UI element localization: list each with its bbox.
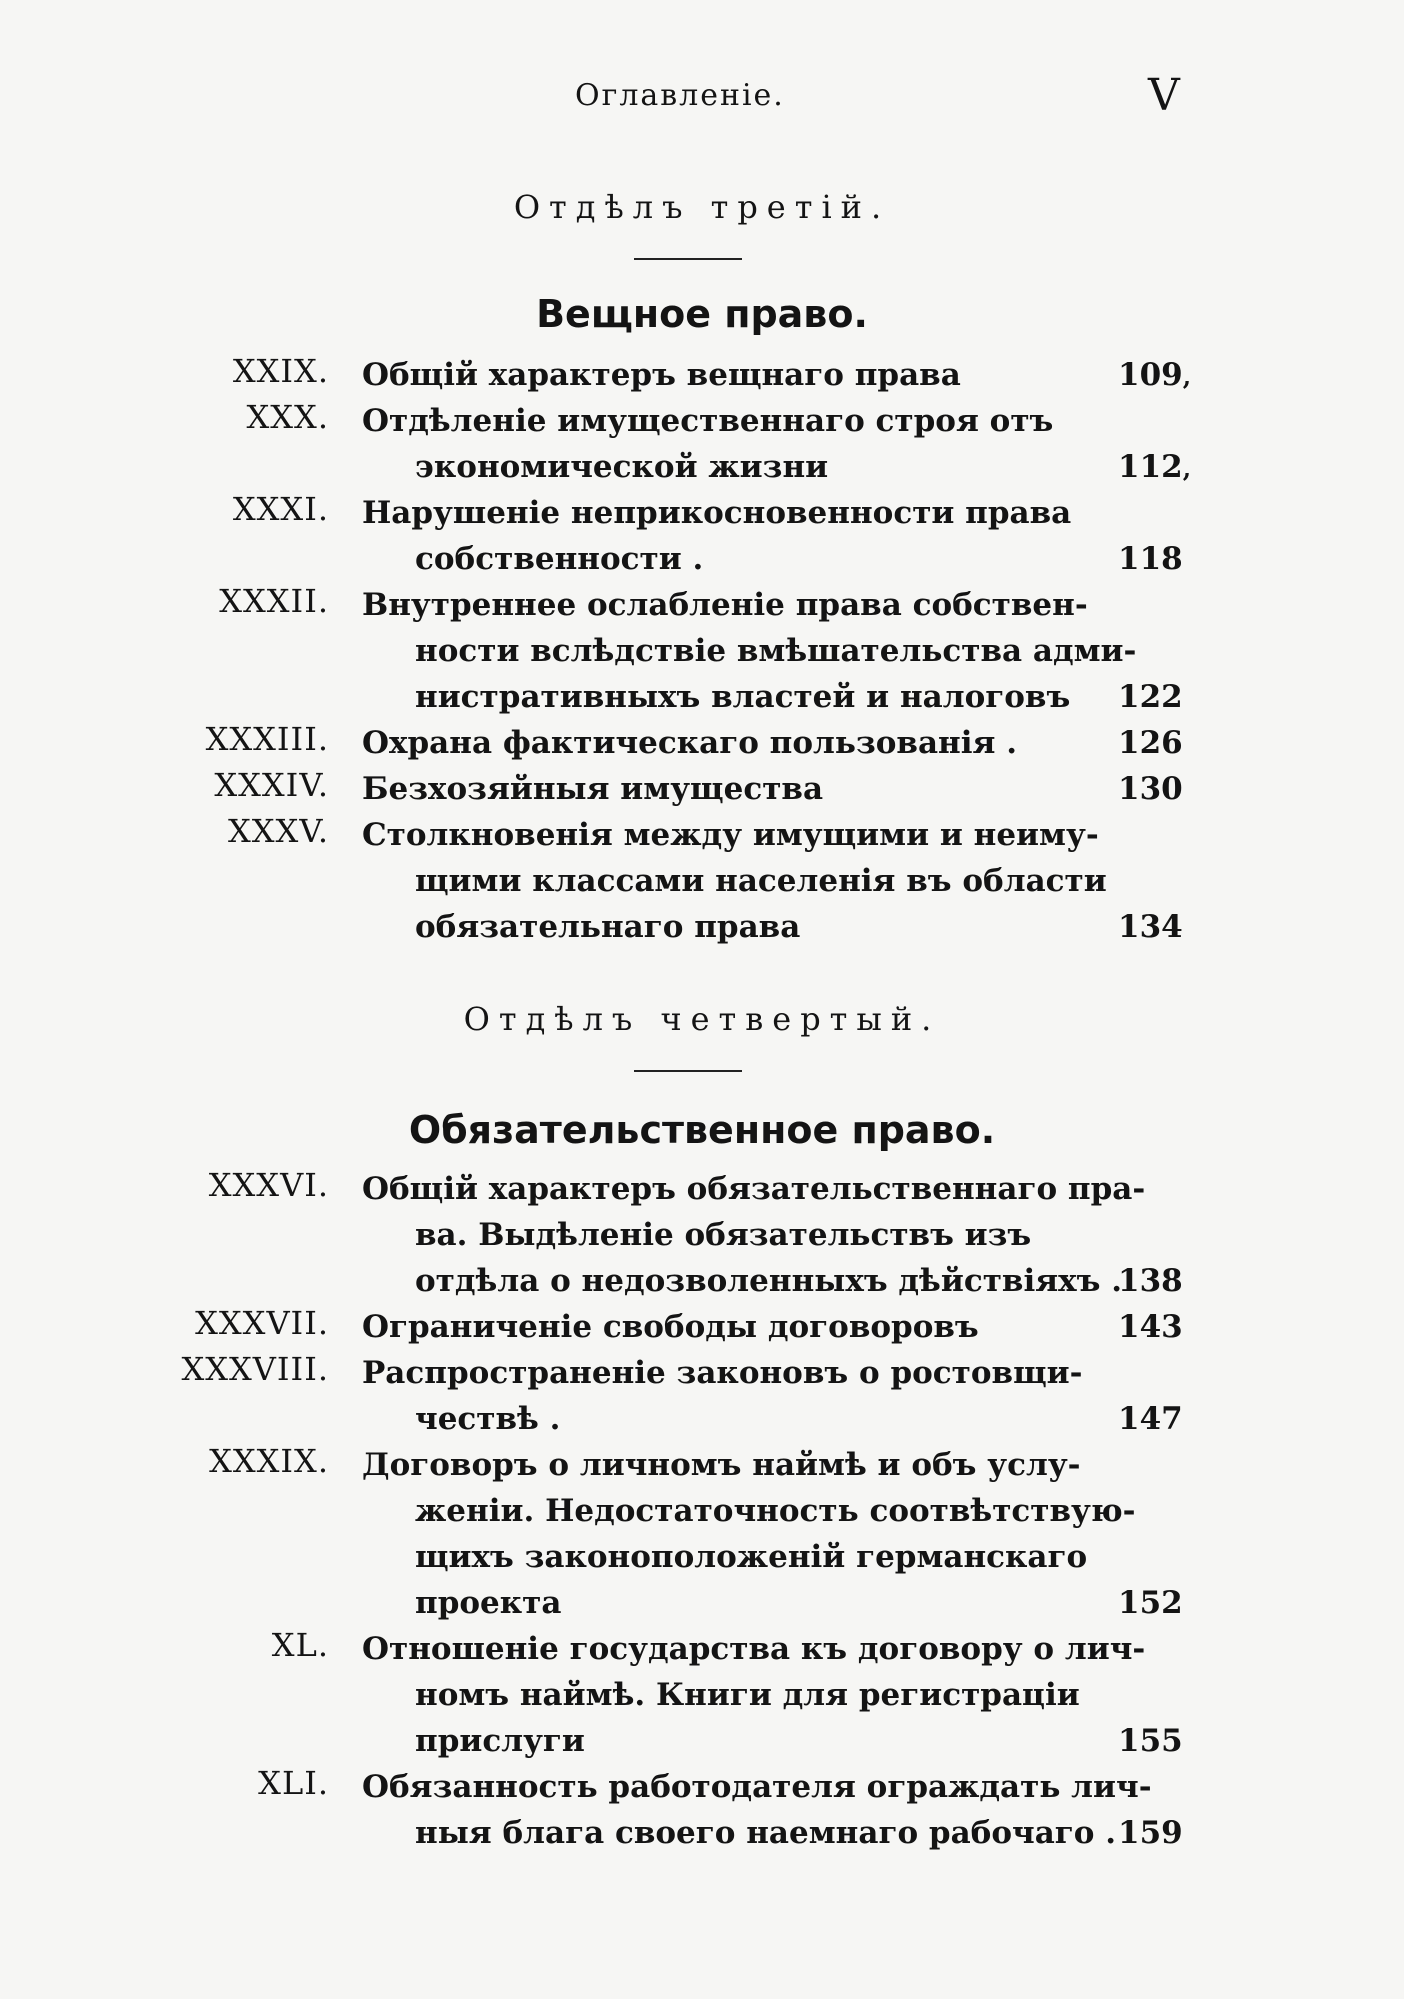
toc-entry — [0, 490, 1404, 582]
page-reference — [1118, 536, 1183, 582]
chapter-number: XXXIV. — [214, 766, 329, 804]
chapter-title-text: нистративныхъ властей и налоговъ — [415, 679, 1071, 715]
toc-entry-line — [0, 1580, 1404, 1626]
page-reference — [1118, 674, 1183, 720]
toc-entry-line — [0, 904, 1404, 950]
chapter-number: XXIX. — [232, 352, 329, 390]
pencil-mark: , — [1182, 454, 1192, 483]
toc-entry-line — [0, 582, 1404, 628]
section-title: Обязательственное право. — [408, 1108, 996, 1152]
chapter-title-text: Распространеніе законовъ о ростовщи- — [362, 1355, 1083, 1391]
toc-entry — [0, 398, 1404, 490]
chapter-title-text: Договоръ о личномъ наймѣ и объ услу- — [362, 1447, 1081, 1483]
chapter-title-text: ности вслѣдствіе вмѣшательства адми- — [415, 633, 1137, 669]
toc-entry-line — [0, 1534, 1404, 1580]
part-label: Отдѣлъ четвертый. — [463, 1000, 941, 1038]
chapter-number: XXXVII. — [195, 1304, 329, 1342]
toc-entry-line — [0, 674, 1404, 720]
section-divider — [634, 1070, 742, 1072]
chapter-number: XXXIII. — [205, 720, 329, 758]
page-number: 118 — [1118, 541, 1183, 577]
chapter-title-text: Столкновенія между имущими и неиму- — [362, 817, 1099, 853]
page-reference — [1118, 352, 1191, 400]
toc-entry-line — [0, 536, 1404, 582]
toc-entry — [0, 1166, 1404, 1304]
page-number: 126 — [1118, 725, 1183, 761]
toc-entry-line — [0, 444, 1404, 490]
page-number: 159 — [1118, 1815, 1183, 1851]
page-number: 109 — [1118, 357, 1183, 393]
page-reference — [1118, 1718, 1183, 1764]
page-number: 122 — [1118, 679, 1183, 715]
toc-entry-line — [0, 1810, 1404, 1856]
chapter-title-text: Общій характеръ вещнаго права — [362, 357, 961, 393]
chapter-title-text: номъ наймѣ. Книги для регистраціи — [415, 1677, 1080, 1713]
chapter-title-text: экономической жизни — [415, 449, 829, 485]
toc-entry — [0, 1442, 1404, 1626]
page-reference — [1118, 1258, 1183, 1304]
section-divider — [634, 258, 742, 260]
chapter-number: XXXVI. — [208, 1166, 329, 1204]
chapter-number: XXXVIII. — [181, 1350, 329, 1388]
chapter-number: XXXII. — [219, 582, 329, 620]
chapter-title-text: прислуги — [415, 1723, 585, 1759]
toc-entry-line — [0, 398, 1404, 444]
toc-entry — [0, 1350, 1404, 1442]
toc-entry — [0, 582, 1404, 720]
chapter-title-text: женіи. Недостаточность соотвѣтствую- — [415, 1493, 1136, 1529]
toc-entry-line — [0, 858, 1404, 904]
page-reference — [1118, 720, 1183, 766]
chapter-number: XXXIX. — [209, 1442, 329, 1480]
toc-entry — [0, 720, 1404, 766]
part-label: Отдѣлъ третій. — [513, 188, 891, 226]
chapter-title-text: Отдѣленіе имущественнаго строя отъ — [362, 403, 1054, 439]
chapter-title-text: Ограниченіе свободы договоровъ — [362, 1309, 979, 1345]
toc-entry-line — [0, 1258, 1404, 1304]
toc-entry-line — [0, 1350, 1404, 1396]
toc-entry-line — [0, 352, 1404, 398]
page-number: 134 — [1118, 909, 1183, 945]
page-reference — [1118, 1810, 1183, 1856]
page-reference — [1118, 766, 1183, 812]
toc-entry-line — [0, 1396, 1404, 1442]
toc-entry-line — [0, 490, 1404, 536]
chapter-title-text: собственности . — [415, 541, 704, 577]
chapter-title-text: Внутреннее ослабленіе права собствен- — [362, 587, 1088, 623]
chapter-number: XL. — [271, 1626, 329, 1664]
toc-entry-line — [0, 1304, 1404, 1350]
chapter-number: XXXV. — [227, 812, 329, 850]
pencil-mark: , — [1182, 362, 1192, 391]
page-number: 147 — [1118, 1401, 1183, 1437]
page-reference — [1118, 444, 1191, 492]
chapter-number: XXX. — [246, 398, 329, 436]
toc-entry-line — [0, 1718, 1404, 1764]
toc-entry — [0, 352, 1404, 398]
toc-entry-line — [0, 1442, 1404, 1488]
page-reference — [1118, 1580, 1183, 1626]
chapter-title-text: Нарушеніе неприкосновенности права — [362, 495, 1072, 531]
page-number: 112 — [1118, 449, 1183, 485]
toc-entry — [0, 1304, 1404, 1350]
page-reference — [1118, 1396, 1183, 1442]
chapter-number: XLI. — [258, 1764, 329, 1802]
toc-entry-line — [0, 1212, 1404, 1258]
chapter-title-text: отдѣла о недозволенныхъ дѣйствіяхъ . — [415, 1263, 1122, 1299]
chapter-title-text: ва. Выдѣленіе обязательствъ изъ — [415, 1217, 1032, 1253]
page-number: 155 — [1118, 1723, 1183, 1759]
page-number: 152 — [1118, 1585, 1183, 1621]
chapter-title-text: Общій характеръ обязательственнаго пра- — [362, 1171, 1146, 1207]
toc-entry — [0, 812, 1404, 950]
toc-list — [0, 1166, 1404, 1856]
chapter-title-text: чествѣ . — [415, 1401, 561, 1437]
toc-entry — [0, 1626, 1404, 1764]
chapter-title-text: Охрана фактическаго пользованія . — [362, 725, 1017, 761]
toc-entry — [0, 1764, 1404, 1856]
page-numeral: V — [1148, 70, 1180, 121]
chapter-title-text: проекта — [415, 1585, 562, 1621]
chapter-title-text: Безхозяйныя имущества — [362, 771, 824, 807]
section-title: Вещное право. — [536, 292, 868, 336]
page-reference — [1118, 1304, 1183, 1350]
toc-entry-line — [0, 720, 1404, 766]
page-reference — [1118, 904, 1183, 950]
page-number: 130 — [1118, 771, 1183, 807]
chapter-number: XXXI. — [232, 490, 329, 528]
chapter-title-text: щими классами населенія въ области — [415, 863, 1107, 899]
chapter-title-text: ныя блага своего наемнаго рабочаго . — [415, 1815, 1117, 1851]
toc-entry-line — [0, 628, 1404, 674]
page-number: 143 — [1118, 1309, 1183, 1345]
chapter-title-text: Обязанность работодателя ограждать лич- — [362, 1769, 1152, 1805]
toc-entry-line — [0, 1488, 1404, 1534]
toc-entry — [0, 766, 1404, 812]
toc-entry-line — [0, 1166, 1404, 1212]
page-number: 138 — [1118, 1263, 1183, 1299]
toc-entry-line — [0, 1672, 1404, 1718]
toc-entry-line — [0, 1626, 1404, 1672]
toc-entry-line — [0, 812, 1404, 858]
chapter-title-text: щихъ законоположеній германскаго — [415, 1539, 1088, 1575]
chapter-title-text: обязательнаго права — [415, 909, 801, 945]
toc-list — [0, 352, 1404, 950]
toc-entry-line — [0, 1764, 1404, 1810]
chapter-title-text: Отношеніе государства къ договору о лич- — [362, 1631, 1146, 1667]
running-title: Оглавленіе. — [575, 78, 785, 113]
toc-entry-line — [0, 766, 1404, 812]
